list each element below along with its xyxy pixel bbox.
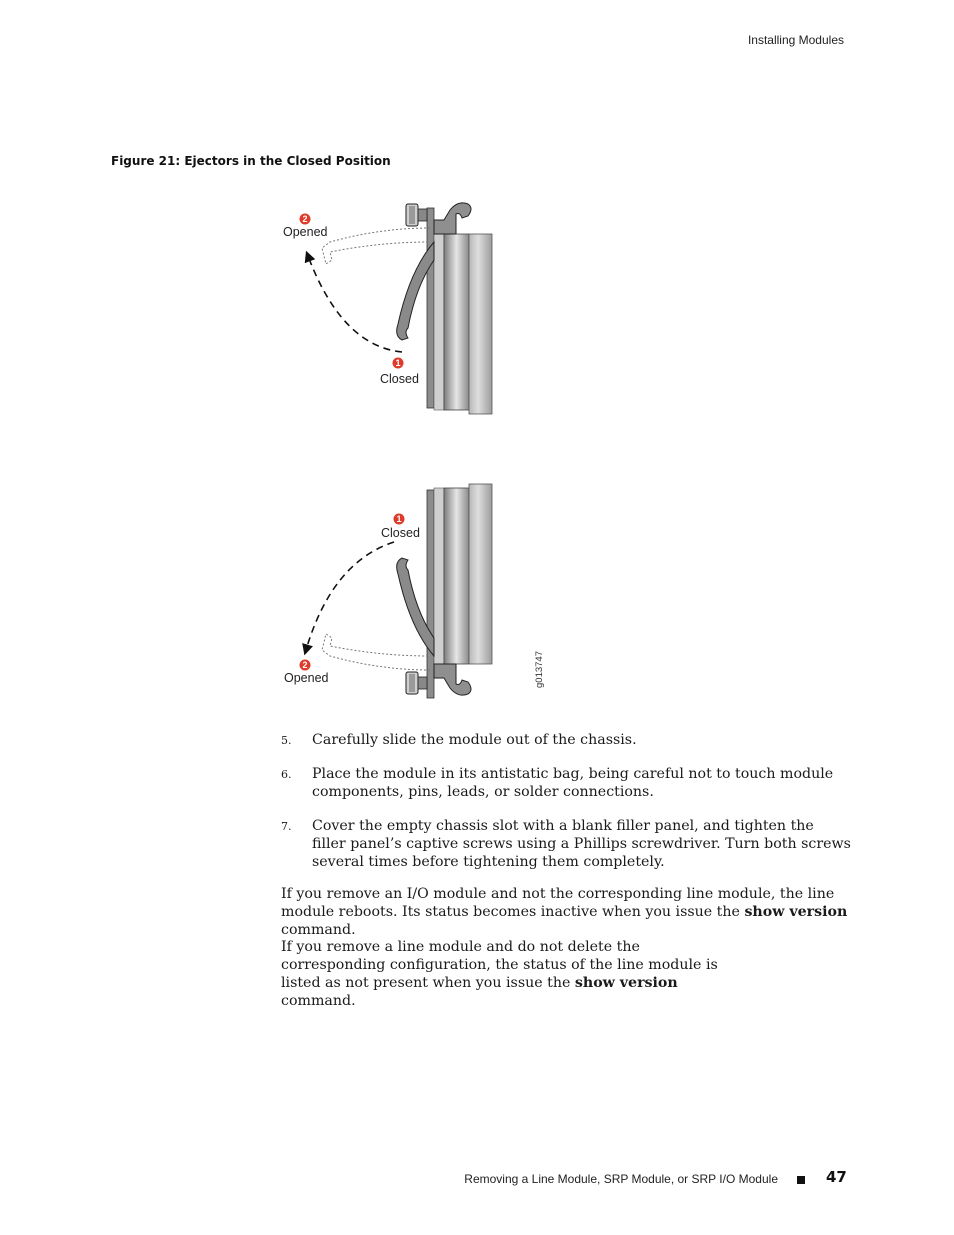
step-item [281,731,851,749]
ejector-lever-opened-bottom-outline [322,634,430,670]
command-name: show version [744,904,848,920]
line-module-removal-note [281,938,746,1010]
top-diagram [283,203,492,414]
step-number: 6. [281,768,292,781]
callout-closed-top-number: 1 [395,358,401,369]
label-opened-top: Opened [283,225,328,239]
figure-id: g013747 [534,651,545,688]
bottom-diagram [284,484,545,698]
command-name: show version [574,975,678,991]
module-rail-top [427,208,492,414]
callout-opened-bottom-number: 2 [302,660,308,671]
ejector-hook-bottom-icon [434,664,471,695]
procedure-steps [281,731,851,887]
step-item [281,765,851,801]
step-text: Place the module in its antistatic bag, being careful not to touch module components, pins, leads, or solder connections. [312,766,834,800]
note-text: If you remove an I/O module and not the corresponding line module, the line module reboots. Its status becomes inactive when you issue the [281,886,835,920]
note-text: command. [281,993,356,1009]
captive-screw-bottom-icon [406,672,427,694]
footer-section-title: Removing a Line Module, SRP Module, or SRP I/O Module [464,1172,778,1186]
label-closed-bottom: Closed [381,526,420,540]
ejector-hook-top-icon [434,203,471,234]
ejector-figure [270,190,560,710]
label-opened-bottom: Opened [284,671,329,685]
figure-caption: Figure 21: Ejectors in the Closed Position [111,154,391,168]
callout-closed-bottom-number: 1 [396,514,402,525]
note-text: command. [281,922,356,938]
note-text: If you remove a line module and do not delete the corresponding configuration, the status of the line module is listed as not present when you issue the [281,939,718,991]
footer-square-icon [797,1176,805,1184]
step-number: 5. [281,734,292,747]
captive-screw-top-icon [406,204,427,226]
swing-arrow-bottom [306,542,394,650]
step-text: Cover the empty chassis slot with a blank filler panel, and tighten the filler panel’s captive screws using a Phillips screwdriver. Turn both screws several times before tightening them completely. [312,818,851,870]
io-module-removal-note [281,885,851,939]
callout-opened-top-number: 2 [302,214,308,225]
page-number: 47 [826,1168,847,1186]
label-closed-top: Closed [380,372,419,386]
ejector-diagram [270,190,560,710]
step-text: Carefully slide the module out of the chassis. [312,732,637,748]
step-number: 7. [281,820,292,833]
running-head: Installing Modules [747,33,844,47]
swing-arrow-top [308,256,402,352]
ejector-lever-opened-outline [322,228,430,264]
step-item [281,817,851,871]
